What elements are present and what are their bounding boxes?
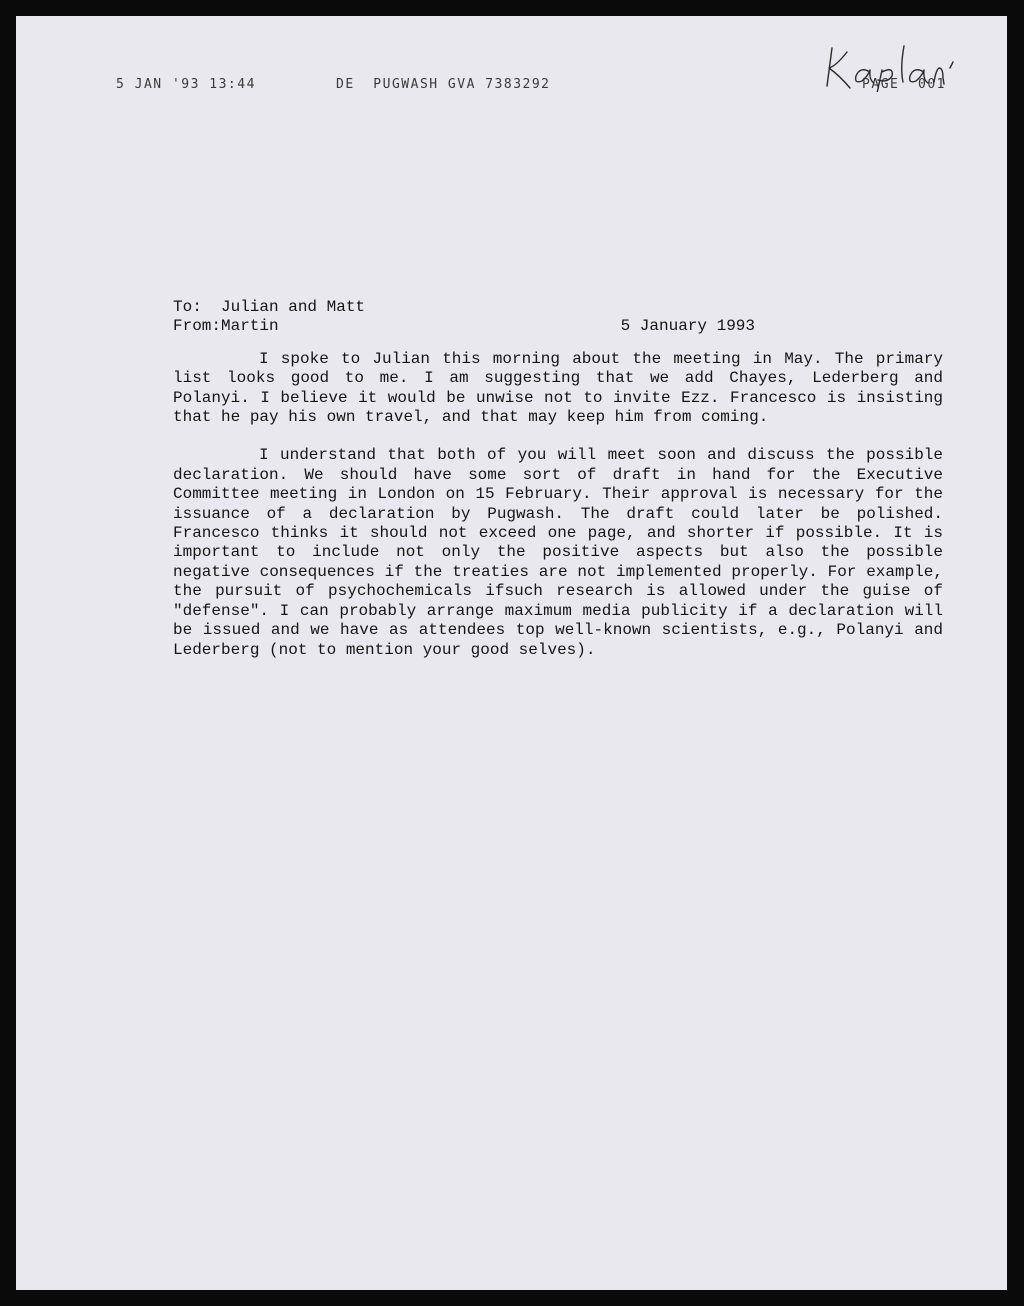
- to-recipients: Julian and Matt: [221, 298, 366, 316]
- memo-date: 5 January 1993: [620, 317, 755, 336]
- from-label: From:: [173, 317, 222, 336]
- document-page: [16, 16, 1007, 1290]
- fax-sender-id: DE PUGWASH GVA 7383292: [336, 77, 551, 92]
- from-sender: Martin: [221, 317, 279, 336]
- memo-to-line: [173, 298, 943, 317]
- memo-from-line: [173, 317, 943, 336]
- memo-body: [173, 298, 943, 660]
- handwritten-name-annotation: [812, 38, 962, 92]
- paragraph-text: I understand that both of you will meet soon and discuss the possible declaration. We should have some sort of draft in hand for the Executive Committee meeting in London on 15 February. Their approval is necessary for the issuance of a declaration by Pugwash. The draft could later be polished. Francesco thinks it should not exceed one page, and shorter if possible. It is important to include not only the positive aspects but also the possible negative consequences if the treaties are not implemented properly. For example, the pursuit of psychochemicals ifsuch research is allowed under the guise of "defense". I can probably arrange maximum media publicity if a declaration will be issued and we have as attendees top well-known scientists, e.g., Polanyi and Lederberg (not to mention your good selves).: [173, 446, 943, 659]
- paragraph-text: I spoke to Julian this morning about the meeting in May. The primary list looks good to me. I am suggesting that we add Chayes, Lederberg and Polanyi. I believe it would be unwise not to invite Ezz. Francesco is insisting that he pay his own travel, and that may keep him from coming.: [173, 349, 943, 427]
- to-label: To:: [173, 298, 202, 316]
- memo-paragraph: [173, 350, 943, 428]
- memo-paragraph: [173, 446, 943, 659]
- fax-date-time: 5 JAN '93 13:44: [116, 77, 256, 92]
- fax-page-number: PAGE 001: [862, 77, 946, 92]
